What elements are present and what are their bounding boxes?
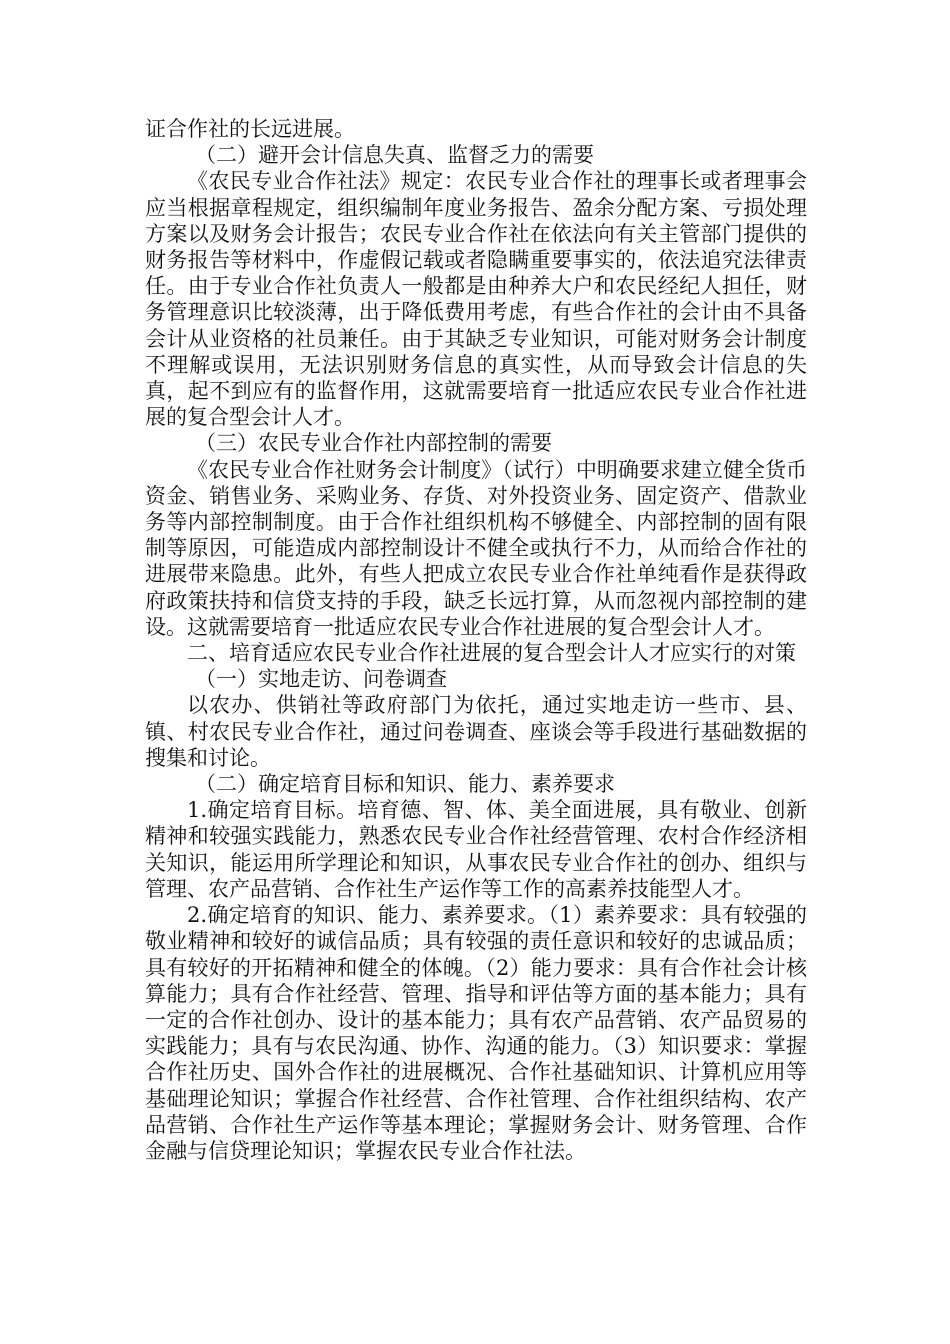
subheading-field-visits: （一）实地走访、问卷调查 — [195, 667, 447, 692]
paragraph-internal-control: 《农民专业合作社财务会计制度》（试行）中明确要求建立健全货币资金、销售业务、采购业务、存货、对外投资业务、固定资产、借款业务等内部控制制度。由于合作社组织机构不够健全、内部控制的固有限制等原因，可能造成内部控制设计不健全或执行不力，从而给合作社的进展带来隐患。此外，有些人把成立农民专业合作社单纯看作是获得政府政策扶持和信贷支持的手段，缺乏长远打算，从而忽视内部控制的建设。这就需要培育一批适应农民专业合作社进展的复合型会计人才。 — [145, 457, 807, 639]
subheading-goals: （二）确定培育目标和知识、能力、素养要求 — [195, 772, 615, 797]
paragraph-goal-1: 1.确定培育目标。培育德、智、体、美全面进展，具有敬业、创新精神和较强实践能力，熟悉农民专业合作社经营管理、农村合作经济相关知识，能运用所学理论和知识，从事农民专业合作社的创办、组织与管理、农产品营销、合作社生产运作等工作的高素养技能型人才。 — [145, 798, 807, 901]
document-body — [145, 116, 807, 1164]
paragraph-field-visits: 以农办、供销社等政府部门为依托，通过实地走访一些市、县、镇、村农民专业合作社，通过问卷调查、座谈会等手段进行基础数据的搜集和讨论。 — [145, 693, 807, 770]
section-heading-2: 二、培育适应农民专业合作社进展的复合型会计人才应实行的对策 — [187, 641, 796, 666]
paragraph-goal-2: 2.确定培育的知识、能力、素养要求。（1）素养要求：具有较强的敬业精神和较好的诚信品质；具有较强的责任意识和较好的忠诚品质；具有较好的开拓精神和健全的体魄。（2）能力要求：具有合作社会计核算能力；具有合作社经营、管理、指导和评估等方面的基本能力；具有一定的合作社创办、设计的基本能力；具有农产品营销、农产品贸易的实践能力；具有与农民沟通、协作、沟通的能力。（3）知识要求：掌握合作社历史、国外合作社的进展概况、合作社基础知识、计算机应用等基础理论知识；掌握合作社经营、合作社管理、合作社组织结构、农产品营销、合作社生产运作等基本理论；掌握财务会计、财务管理、合作金融与信贷理论知识；掌握农民专业合作社法。 — [145, 903, 807, 1163]
paragraph-continuation: 证合作社的长远进展。 — [145, 117, 355, 141]
subheading-3: （三）农民专业合作社内部控制的需要 — [195, 431, 552, 456]
paragraph-law-provision: 《农民专业合作社法》规定：农民专业合作社的理事长或者理事会应当根据章程规定，组织编制年度业务报告、盈余分配方案、亏损处理方案以及财务会计报告；农民专业合作社在依法向有关主管部门提供的财务报告等材料中，作虚假记载或者隐瞒重要事实的，依法追究法律责任。由于专业合作社负责人一般都是由种养大户和农民经纪人担任，财务管理意识比较淡薄，出于降低费用考虑，有些合作社的会计由不具备会计从业资格的社员兼任。由于其缺乏专业知识，可能对财务会计制度不理解或误用，无法识别财务信息的真实性，从而导致会计信息的失真，起不到应有的监督作用，这就需要培育一批适应农民专业合作社进展的复合型会计人才。 — [145, 169, 807, 430]
subheading-2: （二）避开会计信息失真、监督乏力的需要 — [195, 143, 594, 168]
